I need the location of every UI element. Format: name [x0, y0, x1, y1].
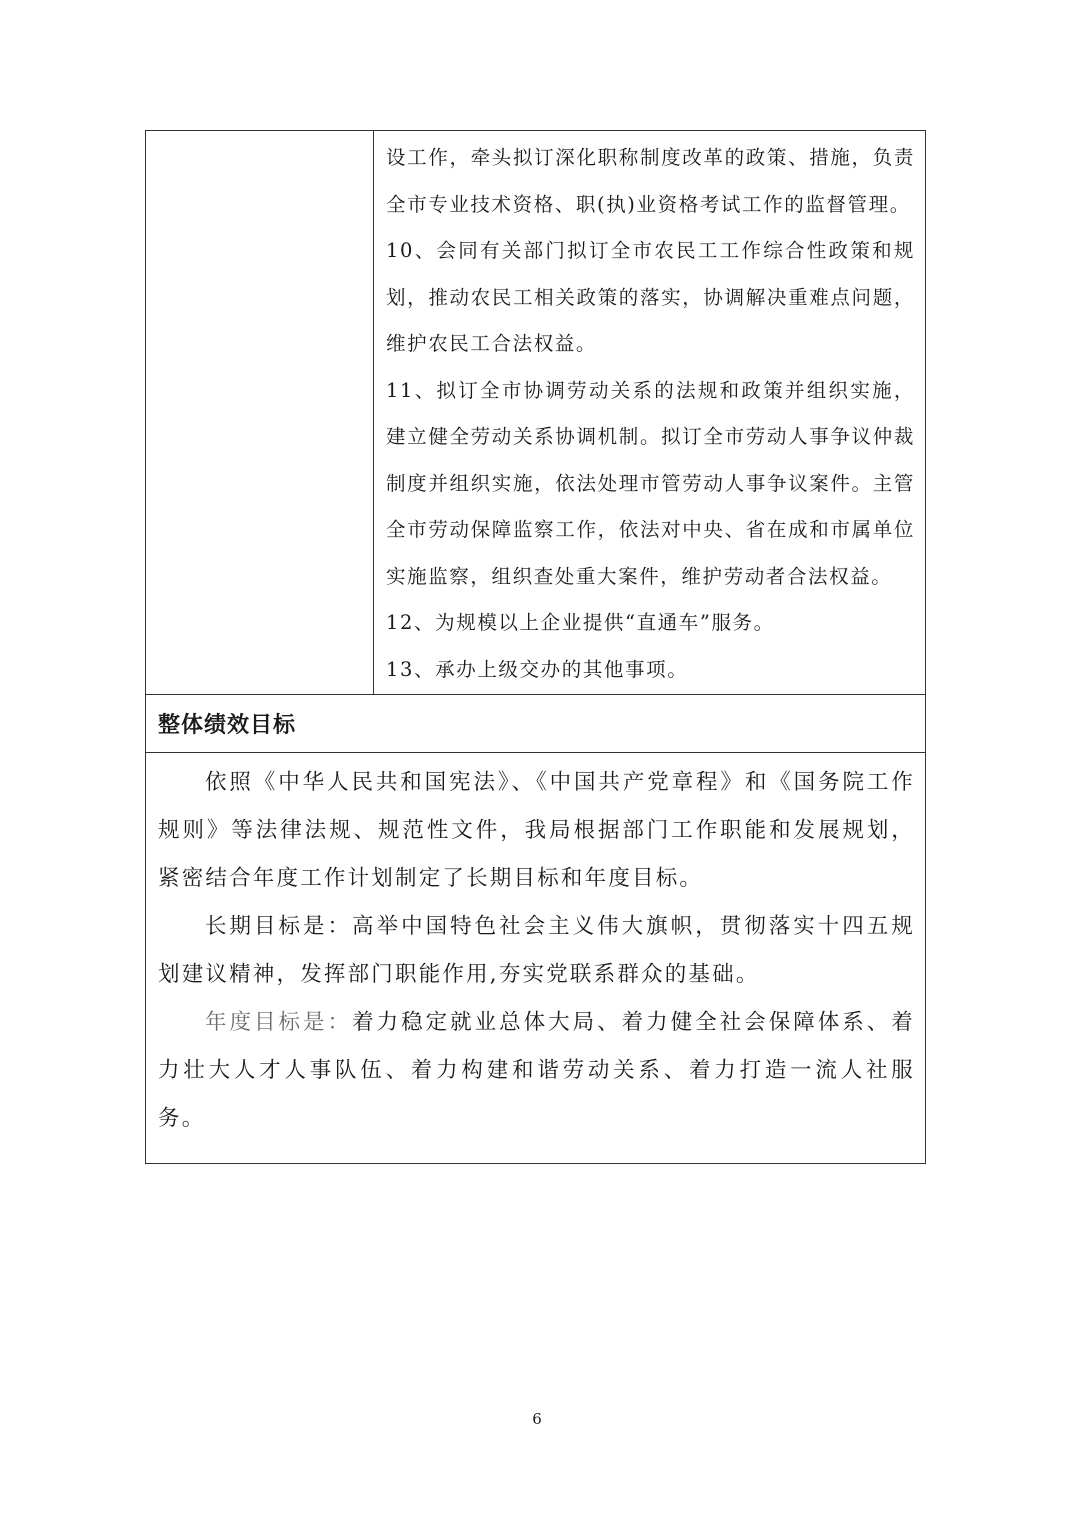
long-term-goal-paragraph: 长期目标是：高举中国特色社会主义伟大旗帜，贯彻落实十四五规划建议精神，发挥部门职能作用,夯实党联系群众的基础。 [158, 914, 915, 987]
duties-content-cell [374, 131, 925, 694]
goals-heading-row [146, 695, 925, 753]
annual-goal-body: 着力稳定就业总体大局、着力健全社会保障体系、着力壮大人才人事队伍、着力构建和谐劳动关系、着力打造一流人社服务。 [158, 1010, 915, 1131]
duty-item: 12、为规模以上企业提供“直通车”服务。 [386, 611, 775, 634]
annual-goal-lead: 年度目标是： [205, 1010, 353, 1035]
duty-item: 10、会同有关部门拟订全市农民工工作综合性政策和规划，推动农民工相关政策的落实，协调解决重难点问题，维护农民工合法权益。 [386, 239, 915, 355]
department-info-table [145, 130, 926, 1164]
duty-item: 设工作，牵头拟订深化职称制度改革的政策、措施，负责全市专业技术资格、职(执)业资格考试工作的监督管理。 [386, 146, 915, 216]
goals-content-row [146, 753, 925, 1163]
page-number: 6 [532, 1410, 542, 1428]
annual-goal-paragraph [158, 999, 915, 1143]
goals-intro-paragraph: 依照《中华人民共和国宪法》、《中国共产党章程》和《国务院工作规则》等法律法规、规范性文件，我局根据部门工作职能和发展规划，紧密结合年度工作计划制定了长期目标和年度目标。 [158, 770, 915, 891]
duties-row [146, 131, 925, 695]
duty-item: 11、拟订全市协调劳动关系的法规和政策并组织实施，建立健全劳动关系协调机制。拟订全市劳动人事争议仲裁制度并组织实施，依法处理市管劳动人事争议案件。主管全市劳动保障监察工作，依法对中央、省在成和市属单位实施监察，组织查处重大案件，维护劳动者合法权益。 [386, 378, 915, 588]
duties-label-cell [146, 131, 374, 694]
section-heading: 整体绩效目标 [158, 713, 297, 738]
duty-item: 13、承办上级交办的其他事项。 [386, 657, 689, 681]
